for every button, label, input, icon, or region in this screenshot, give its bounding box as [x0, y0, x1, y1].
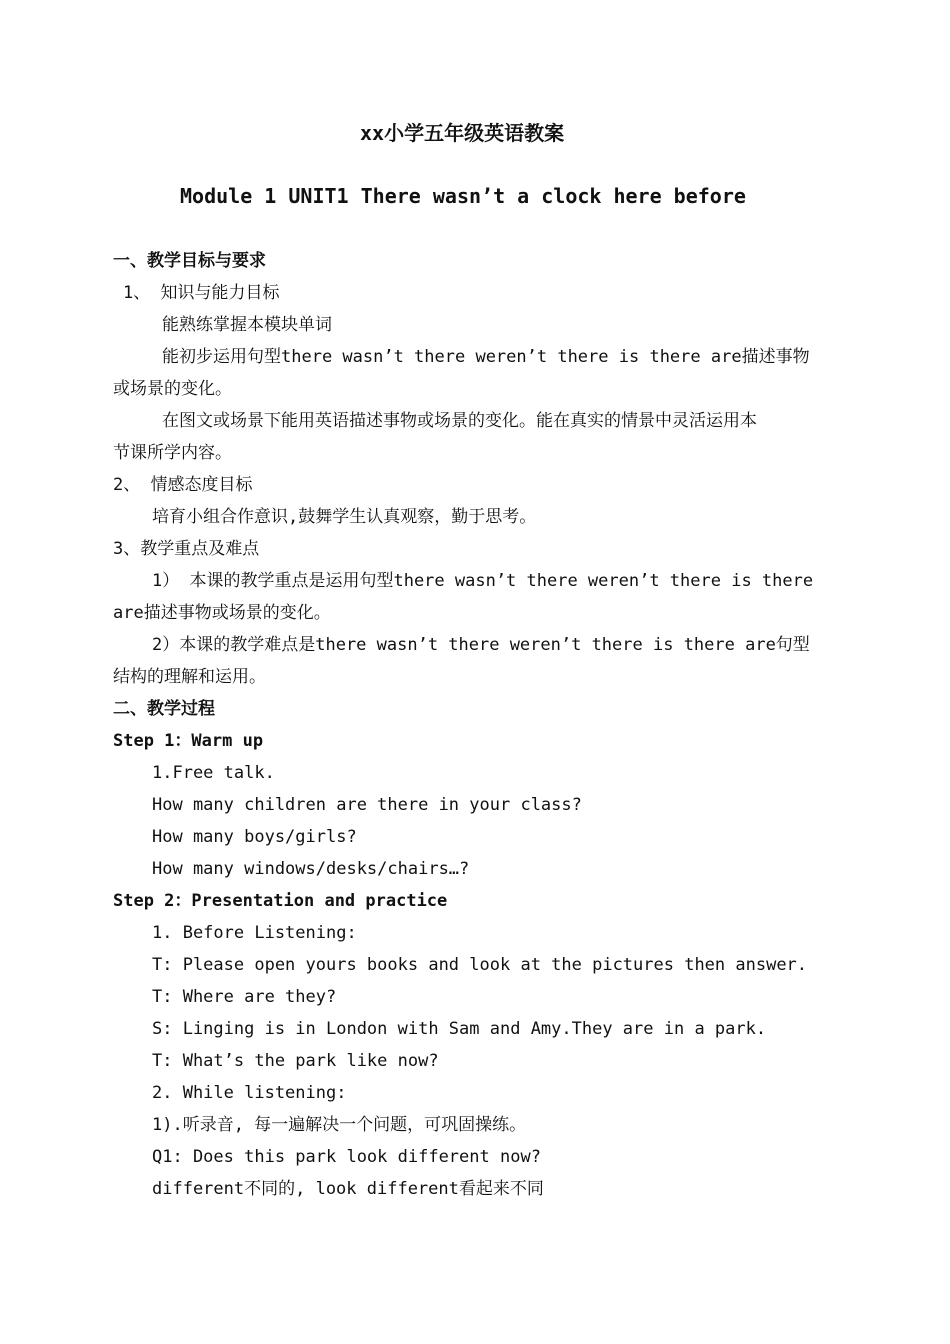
item1-line1: 能熟练掌握本模块单词: [162, 315, 332, 335]
step2-line: different不同的, look different看起来不同: [152, 1179, 544, 1199]
lesson-subtitle: Module 1 UNIT1 There wasn’t a clock here before: [180, 184, 746, 208]
item2-heading: 2、 情感态度目标: [113, 475, 253, 495]
step2-line: Q1: Does this park look different now?: [152, 1147, 541, 1167]
step2-line: 1).听录音, 每一遍解决一个问题，可巩固操练。: [152, 1115, 527, 1135]
item3-line2b: 结构的理解和运用。: [113, 667, 266, 687]
item1-line3b: 节课所学内容。: [113, 443, 232, 463]
item3-line2a: 2）本课的教学难点是there wasn’t there weren’t there is there are句型: [152, 635, 810, 655]
step2-line: T: Where are they?: [152, 987, 337, 1007]
step2-line: 1. Before Listening:: [152, 923, 357, 943]
step2-line: 2. While listening:: [152, 1083, 347, 1103]
step1-line: How many windows/desks/chairs…?: [152, 859, 470, 879]
item2-line1: 培育小组合作意识,鼓舞学生认真观察，勤于思考。: [152, 507, 537, 527]
document-title: xx小学五年级英语教案: [360, 121, 565, 145]
item3-heading: 3、教学重点及难点: [113, 539, 260, 559]
item1-line3a: 在图文或场景下能用英语描述事物或场景的变化。能在真实的情景中灵活运用本: [162, 411, 757, 431]
step1-line: 1.Free talk.: [152, 763, 275, 783]
item1-line2b: 或场景的变化。: [113, 379, 232, 399]
step1-line: How many children are there in your class?: [152, 795, 582, 815]
step2-line: S: Linging is in London with Sam and Amy.They are in a park.: [152, 1019, 767, 1039]
step1-heading: Step 1：Warm up: [113, 731, 264, 751]
section1-heading: 一、教学目标与要求: [113, 251, 266, 271]
step1-line: How many boys/girls?: [152, 827, 357, 847]
item1-heading: 1、 知识与能力目标: [123, 283, 280, 303]
section2-heading: 二、教学过程: [113, 699, 215, 719]
item1-line2a: 能初步运用句型there wasn’t there weren’t there is there are描述事物: [162, 347, 810, 367]
item3-line1b: are描述事物或场景的变化。: [113, 603, 331, 623]
step2-line: T: Please open yours books and look at the pictures then answer.: [152, 955, 808, 975]
step2-heading: Step 2：Presentation and practice: [113, 891, 448, 911]
item3-line1a: 1） 本课的教学重点是运用句型there wasn’t there weren’t there is there: [152, 571, 814, 591]
step2-line: T: What’s the park like now?: [152, 1051, 439, 1071]
